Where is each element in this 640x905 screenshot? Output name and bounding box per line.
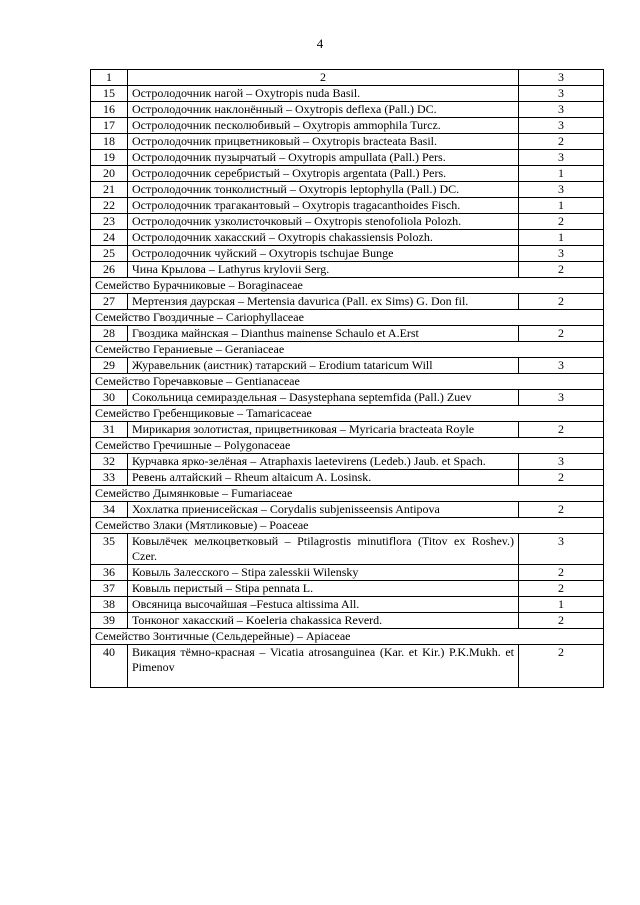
species-number: 27: [91, 294, 128, 310]
species-category: 3: [519, 390, 604, 406]
table-row: [91, 534, 604, 565]
species-number: 29: [91, 358, 128, 374]
family-name: Семейство Бурачниковые – Boraginaceae: [91, 278, 604, 294]
family-name: Семейство Злаки (Мятликовые) – Poaceae: [91, 518, 604, 534]
species-name: Остролодочник узколисточковый – Oxytropis stenofoliola Polozh.: [128, 214, 519, 230]
species-number: 23: [91, 214, 128, 230]
species-name: Остролодочник чуйский – Oxytropis tschujae Bunge: [128, 246, 519, 262]
table-row: [91, 262, 604, 278]
header-number: 1: [91, 70, 128, 86]
species-name: Овсяница высочайшая –Festuca altissima All.: [128, 597, 519, 613]
species-name: Мертензия даурская – Mertensia davurica (Pall. ex Sims) G. Don fil.: [128, 294, 519, 310]
species-category: 3: [519, 454, 604, 470]
species-category: 2: [519, 581, 604, 597]
table-row: [91, 86, 604, 102]
species-category: 2: [519, 470, 604, 486]
family-row: [91, 629, 604, 645]
page-number: 4: [316, 36, 324, 51]
species-category: 3: [519, 86, 604, 102]
species-category: 2: [519, 326, 604, 342]
species-name: Чина Крылова – Lathyrus krylovii Serg.: [128, 262, 519, 278]
species-number: 16: [91, 102, 128, 118]
family-name: Семейство Горечавковые – Gentianaceae: [91, 374, 604, 390]
table-row: [91, 502, 604, 518]
family-name: Семейство Гребенщиковые – Tamaricaceae: [91, 406, 604, 422]
table-row: [91, 102, 604, 118]
species-number: 24: [91, 230, 128, 246]
table-row: [91, 390, 604, 406]
header-name: 2: [128, 70, 519, 86]
table-header-row: [91, 70, 604, 86]
table-row: [91, 326, 604, 342]
table-row: [91, 645, 604, 688]
table-row: [91, 246, 604, 262]
species-category: 2: [519, 214, 604, 230]
species-number: 35: [91, 534, 128, 565]
species-category: 2: [519, 502, 604, 518]
family-row: [91, 486, 604, 502]
species-category: 1: [519, 166, 604, 182]
species-category: 3: [519, 246, 604, 262]
species-category: 3: [519, 150, 604, 166]
species-category: 2: [519, 294, 604, 310]
species-number: 38: [91, 597, 128, 613]
species-number: 19: [91, 150, 128, 166]
species-number: 31: [91, 422, 128, 438]
family-name: Семейство Гречишные – Polygonaceae: [91, 438, 604, 454]
species-category: 2: [519, 134, 604, 150]
species-category: 3: [519, 534, 604, 565]
family-row: [91, 310, 604, 326]
species-number: 39: [91, 613, 128, 629]
table-row: [91, 166, 604, 182]
table-row: [91, 150, 604, 166]
species-number: 33: [91, 470, 128, 486]
species-table-body: [91, 70, 604, 688]
species-name: Мирикария золотистая, прицветниковая – Myricaria bracteata Royle: [128, 422, 519, 438]
species-category: 3: [519, 182, 604, 198]
family-name: Семейство Зонтичные (Сельдерейные) – Apiaceae: [91, 629, 604, 645]
species-name: Остролодочник тонколистный – Oxytropis leptophylla (Pall.) DC.: [128, 182, 519, 198]
species-category: 1: [519, 597, 604, 613]
species-category: 3: [519, 102, 604, 118]
header-category: 3: [519, 70, 604, 86]
species-number: 15: [91, 86, 128, 102]
species-name: Остролодочник наклонённый – Oxytropis deflexa (Pall.) DC.: [128, 102, 519, 118]
table-row: [91, 454, 604, 470]
table-row: [91, 470, 604, 486]
species-name: Остролодочник серебристый – Oxytropis argentata (Pall.) Pers.: [128, 166, 519, 182]
species-number: 25: [91, 246, 128, 262]
species-number: 34: [91, 502, 128, 518]
family-row: [91, 438, 604, 454]
table-row: [91, 134, 604, 150]
species-name: Курчавка ярко-зелёная – Atraphaxis laetevirens (Ledeb.) Jaub. et Spach.: [128, 454, 519, 470]
table-row: [91, 214, 604, 230]
species-category: 2: [519, 645, 604, 688]
species-category: 1: [519, 198, 604, 214]
species-name: Викация тёмно-красная – Vicatia atrosanguinea (Kar. et Kir.) P.K.Mukh. et Pimenov: [128, 645, 519, 688]
species-number: 17: [91, 118, 128, 134]
family-row: [91, 342, 604, 358]
species-name: Ковылёчек мелкоцветковый – Ptilagrostis minutiflora (Titov ex Roshev.) Czer.: [128, 534, 519, 565]
table-row: [91, 294, 604, 310]
species-name: Журавельник (аистник) татарский – Erodium tataricum Will: [128, 358, 519, 374]
species-number: 30: [91, 390, 128, 406]
species-category: 2: [519, 613, 604, 629]
species-name: Ковыль перистый – Stipa pennata L.: [128, 581, 519, 597]
family-name: Семейство Гераниевые – Geraniaceae: [91, 342, 604, 358]
species-name: Остролодочник хакасский – Oxytropis chakassiensis Polozh.: [128, 230, 519, 246]
family-name: Семейство Гвоздичные – Cariophyllaceae: [91, 310, 604, 326]
family-name: Семейство Дымянковые – Fumariaceae: [91, 486, 604, 502]
species-category: 2: [519, 262, 604, 278]
species-name: Ревень алтайский – Rheum altaicum A. Losinsk.: [128, 470, 519, 486]
species-number: 28: [91, 326, 128, 342]
species-name: Остролодочник нагой – Oxytropis nuda Basil.: [128, 86, 519, 102]
species-name: Хохлатка приенисейская – Corydalis subjenisseensis Antipova: [128, 502, 519, 518]
species-name: Гвоздика майнская – Dianthus mainense Schaulo et A.Erst: [128, 326, 519, 342]
family-row: [91, 518, 604, 534]
species-number: 22: [91, 198, 128, 214]
species-number: 32: [91, 454, 128, 470]
species-name: Остролодочник прицветниковый – Oxytropis bracteata Basil.: [128, 134, 519, 150]
table-row: [91, 182, 604, 198]
family-row: [91, 374, 604, 390]
table-row: [91, 597, 604, 613]
species-name: Тонконог хакасский – Koeleria chakassica Reverd.: [128, 613, 519, 629]
table-row: [91, 358, 604, 374]
species-number: 37: [91, 581, 128, 597]
species-category: 3: [519, 118, 604, 134]
species-number: 21: [91, 182, 128, 198]
species-number: 40: [91, 645, 128, 688]
species-table: [90, 69, 604, 688]
species-number: 18: [91, 134, 128, 150]
species-name: Остролодочник трагакантовый – Oxytropis tragacanthoides Fisch.: [128, 198, 519, 214]
species-number: 36: [91, 565, 128, 581]
species-category: 2: [519, 565, 604, 581]
family-row: [91, 406, 604, 422]
table-row: [91, 581, 604, 597]
species-category: 2: [519, 422, 604, 438]
table-row: [91, 118, 604, 134]
species-name: Остролодочник песколюбивый – Oxytropis ammophila Turcz.: [128, 118, 519, 134]
family-row: [91, 278, 604, 294]
species-number: 26: [91, 262, 128, 278]
species-name: Остролодочник пузырчатый – Oxytropis ampullata (Pall.) Pers.: [128, 150, 519, 166]
species-number: 20: [91, 166, 128, 182]
table-row: [91, 230, 604, 246]
species-category: 3: [519, 358, 604, 374]
table-row: [91, 565, 604, 581]
species-name: Сокольница семираздельная – Dasystephana septemfida (Pall.) Zuev: [128, 390, 519, 406]
table-row: [91, 422, 604, 438]
table-row: [91, 613, 604, 629]
species-category: 1: [519, 230, 604, 246]
species-name: Ковыль Залесского – Stipa zalesskii Wilensky: [128, 565, 519, 581]
table-row: [91, 198, 604, 214]
